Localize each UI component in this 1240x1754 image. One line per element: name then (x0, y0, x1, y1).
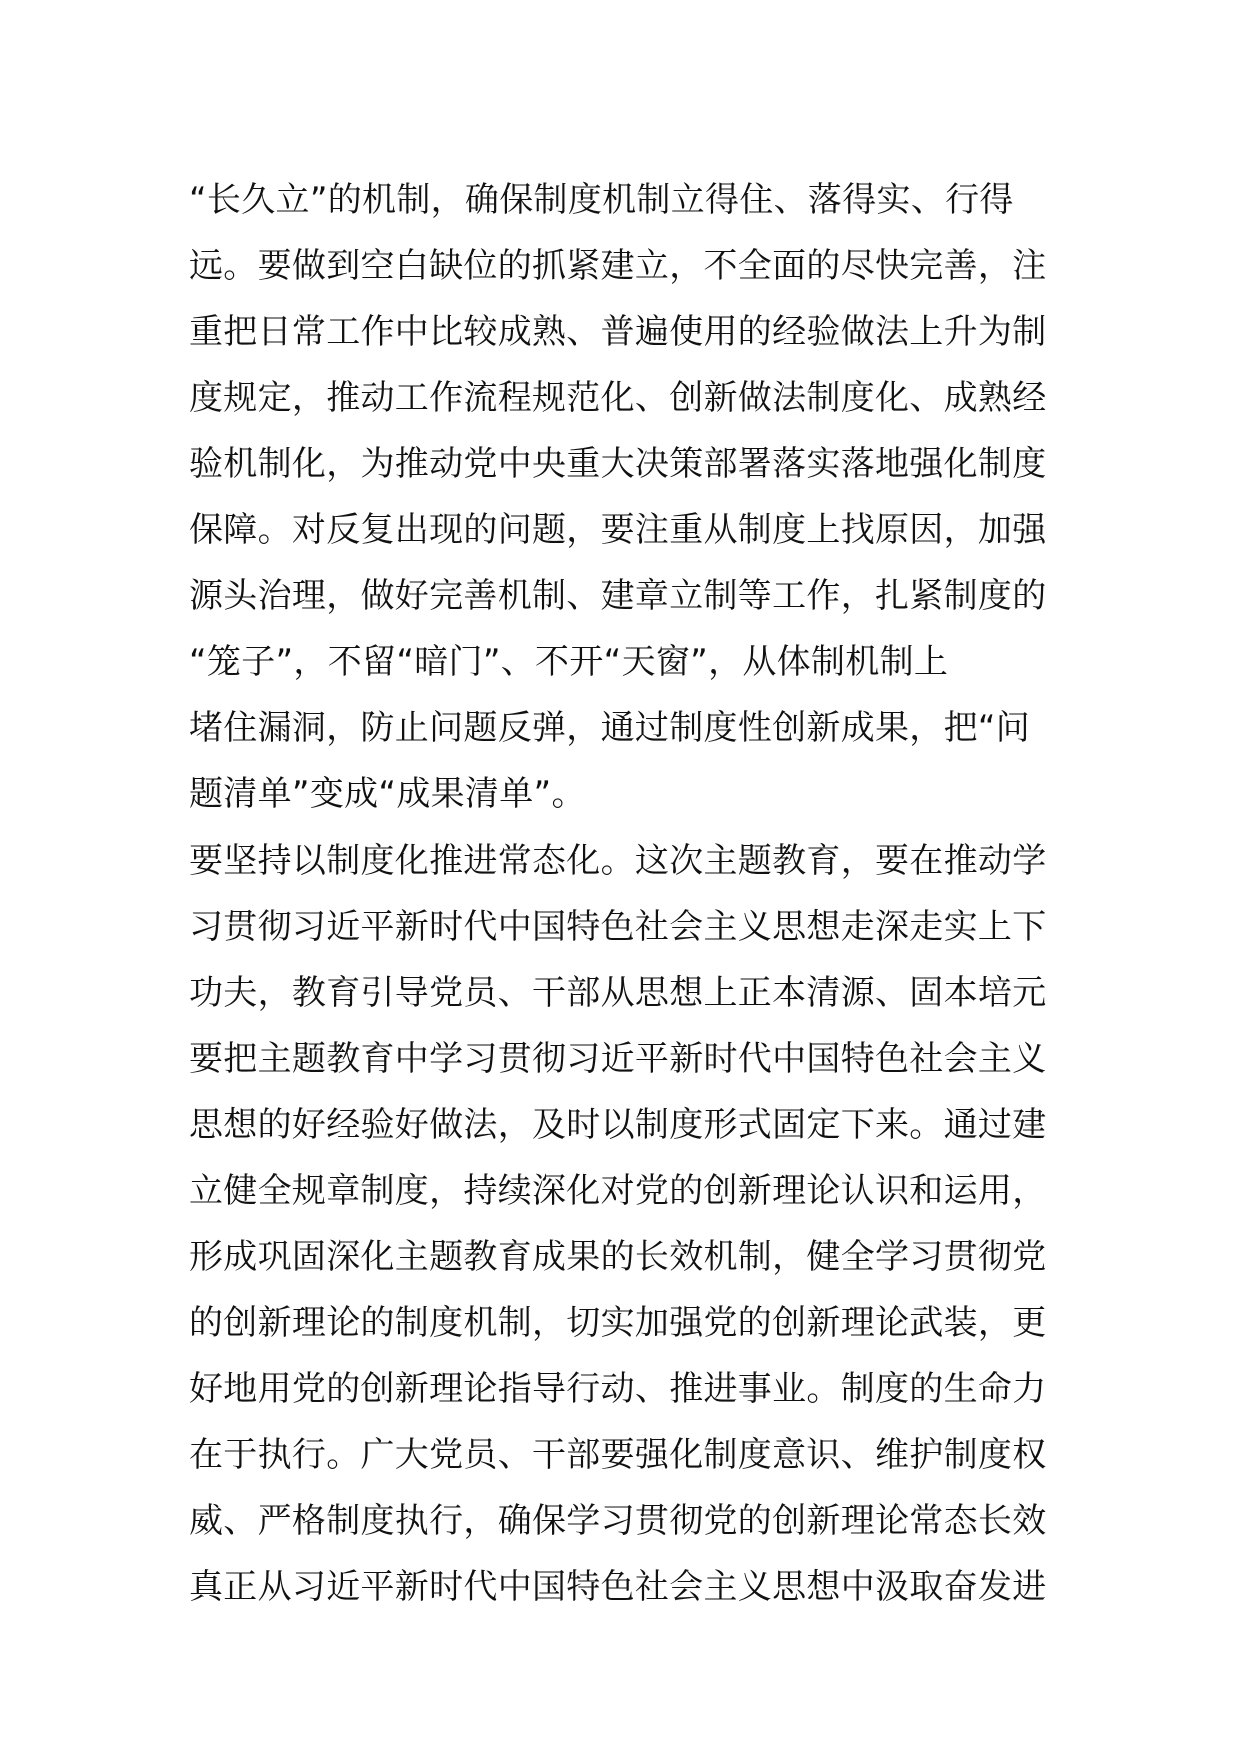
text-line: 要把主题教育中学习贯彻习近平新时代中国特色社会主义 (189, 1039, 1047, 1079)
paragraph-2 (189, 828, 1069, 1620)
text-line: 保障。对反复出现的问题，要注重从制度上找原因，加强 (189, 510, 1047, 550)
text-line: 题清单”变成“成果清单”。 (189, 774, 586, 814)
text-line: 形成巩固深化主题教育成果的长效机制，健全学习贯彻党 (189, 1237, 1047, 1277)
text-line: 重把日常工作中比较成熟、普遍使用的经验做法上升为制 (189, 312, 1047, 352)
text-line: 在于执行。广大党员、干部要强化制度意识、维护制度权 (189, 1435, 1047, 1475)
text-line: 验机制化，为推动党中央重大决策部署落实落地强化制度 (189, 444, 1047, 484)
text-line: 源头治理，做好完善机制、建章立制等工作，扎紧制度的 (189, 576, 1047, 616)
text-line: 度规定，推动工作流程规范化、创新做法制度化、成熟经 (189, 378, 1047, 418)
text-line: 要坚持以制度化推进常态化。这次主题教育，要在推动学 (189, 841, 1047, 881)
paragraph-1 (189, 167, 1069, 827)
text-line: “长久立”的机制，确保制度机制立得住、落得实、行得 (189, 180, 1014, 220)
text-line: 功夫，教育引导党员、干部从思想上正本清源、固本培元 (189, 973, 1047, 1013)
text-line: 威、严格制度执行，确保学习贯彻党的创新理论常态长效 (189, 1501, 1047, 1541)
text-line: 思想的好经验好做法，及时以制度形式固定下来。通过建 (189, 1105, 1047, 1145)
text-line: 习贯彻习近平新时代中国特色社会主义思想走深走实上下 (189, 907, 1047, 947)
text-line: “笼子”，不留“暗门”、不开“天窗”，从体制机制上 (189, 642, 949, 682)
text-line: 真正从习近平新时代中国特色社会主义思想中汲取奋发进 (189, 1567, 1047, 1607)
text-line: 好地用党的创新理论指导行动、推进事业。制度的生命力 (189, 1369, 1047, 1409)
text-line: 远。要做到空白缺位的抓紧建立，不全面的尽快完善，注 (189, 246, 1047, 286)
text-line: 堵住漏洞，防止问题反弹，通过制度性创新成果，把“问 (189, 708, 1031, 748)
text-line: 立健全规章制度，持续深化对党的创新理论认识和运用， (189, 1171, 1047, 1211)
text-line: 的创新理论的制度机制，切实加强党的创新理论武装，更 (189, 1303, 1047, 1343)
